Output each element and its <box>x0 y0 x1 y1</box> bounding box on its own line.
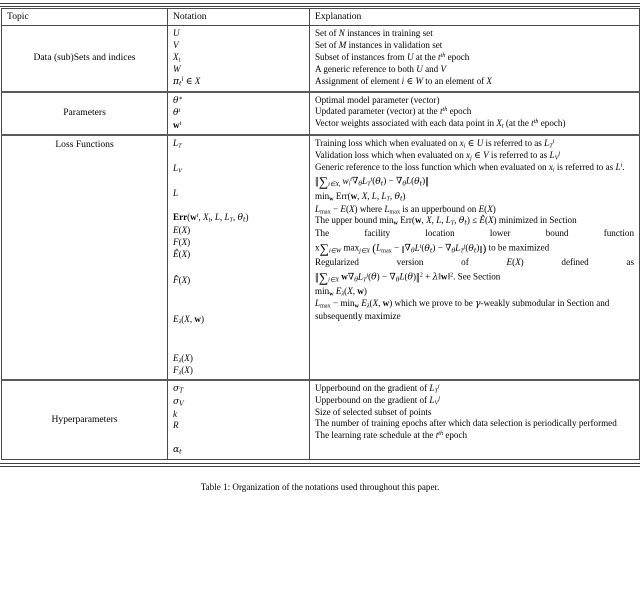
explanation-item: $‖\sum_{i\in X_t}$ $w_i^t\nabla_\theta L_T^i(\theta_t)$ − $\nabla_\theta L(\theta_t)‖$ <box>315 174 429 190</box>
section-explanation-list <box>310 135 640 380</box>
explanation-item: Upperbound on the gradient of $L_V^j$ <box>315 394 440 407</box>
table-header <box>2 9 640 26</box>
notation-item: E(X) <box>173 225 191 236</box>
column-header-topic: Topic <box>2 9 168 26</box>
explanation-item: A generic reference to both U and V <box>315 63 447 74</box>
section-topic-label: Loss Functions <box>2 135 168 380</box>
explanation-item: Set of N instances in training set <box>315 28 433 39</box>
notation-item: θ∗ <box>173 94 183 106</box>
explanation-item: Subset of instances from U at the $t^{th}$ epoch <box>315 52 470 63</box>
notation-item: $L_T$ <box>173 137 182 150</box>
explanation-item: Set of M instances in validation set <box>315 40 443 51</box>
notation-item: $E_\lambda(X$, w) <box>173 314 204 327</box>
notation-item: $\theta^t$ <box>173 107 181 119</box>
notation-item: F̂(X) <box>173 274 191 285</box>
explanation-item: Validation loss which when evaluated on $x_j$ ∈ V is referred to as $L_V^j$ <box>315 149 561 162</box>
explanation-item: Training loss which when evaluated on $x_i$ ∈ U is referred to as $L_T^i$ <box>315 137 555 150</box>
explanation-item: $L_{max} - E(X)$ where $L_{max}$ is an upperbound on E(X) <box>315 203 496 216</box>
explanation-item: Vector weights associated with each data point in $X_t$ (at the $t^{th}$ epoch) <box>315 118 566 130</box>
table-top-rule-inner <box>0 6 640 7</box>
explanation-item: The upper bound $\min_w Err(w$, X, L, $L_T$, $\theta_t$) ≤ Ê(X) minimized in Section <box>315 215 577 228</box>
explanation-item: Upperbound on the gradient of $L_T^i$ <box>315 382 440 395</box>
header-row <box>2 9 640 26</box>
explanation-item: $L_{max} - \min_w E_\lambda(X$, w) which we prove to be γ-weakly submodular in Section and subsequently maximize <box>315 298 610 322</box>
table-bottom-rule-outer <box>0 463 640 464</box>
explanation-item: Regularized version of E(X) defined as $‖\sum_{i\in X}$ $w\nabla_\theta L_T^i(\theta)$ − $\nabla_\theta L(\theta)‖^2$ + λ‖w‖$^2$. See Section <box>315 257 634 286</box>
notation-item: $L_V$ <box>173 162 182 175</box>
notation-item: $F_\lambda(X)$ <box>173 365 193 377</box>
notation-item: U <box>173 28 180 39</box>
table-caption: Table 1: Organization of the notations used throughout this paper. <box>200 481 440 492</box>
explanation-item: Optimal model parameter (vector) <box>315 94 440 105</box>
notation-item: k <box>173 408 178 419</box>
section-notation-list <box>168 380 310 460</box>
notation-item: $\alpha_t$ <box>173 445 182 456</box>
section-notation-list <box>168 26 310 92</box>
explanation-item: Generic reference to the loss function which when evaluated on $x_i$ is referred to as $L^i$. <box>315 161 625 174</box>
table-section-hyperparameters <box>2 380 640 460</box>
notation-item: W <box>173 63 181 74</box>
explanation-item: $\min_w Err(w$, X, L, $L_T$, $\theta_t$) <box>315 190 406 203</box>
table-body <box>2 26 640 460</box>
explanation-item: Size of selected subset of points <box>315 406 432 417</box>
section-notation-list <box>168 135 310 380</box>
explanation-item: The number of training epochs after which data selection is periodically performed <box>315 418 617 429</box>
section-topic-label: Hyperparameters <box>2 380 168 460</box>
section-explanation-list <box>310 92 640 135</box>
explanation-item: Assignment of element i ∈ W to an element of X <box>315 75 492 86</box>
notation-item: F(X) <box>173 237 191 248</box>
notation-item: $\pi_t^i$ ∈ X <box>173 75 201 88</box>
notation-table <box>1 8 640 460</box>
notation-item: R <box>173 420 179 431</box>
table-top-rule-outer <box>0 3 640 4</box>
notation-item: $Err(w^t$, $X_t$, L, $L_T$, $\theta_t$) <box>173 212 249 225</box>
notation-item: L <box>173 187 179 198</box>
table-bottom-rule-inner <box>0 466 640 467</box>
table-section-data-subsets <box>2 26 640 92</box>
notation-item: $E_\lambda(X)$ <box>173 353 193 365</box>
notation-item: V <box>173 40 179 51</box>
section-explanation-list <box>310 26 640 92</box>
explanation-item: The learning rate schedule at the $t^{th}$ epoch <box>315 430 468 441</box>
notation-item: $X_t$ <box>173 52 181 64</box>
explanation-item: Updated parameter (vector) at the $t^{th}$ epoch <box>315 106 472 117</box>
notation-item: $\sigma_V$ <box>173 396 184 408</box>
notation-item: $\sigma_T$ <box>173 383 184 395</box>
section-topic-label: Data (sub)Sets and indices <box>2 26 168 92</box>
explanation-item: The facility location lower bound function $x\sum_{i\in W}$ $\max_{j\in X} (L_{max}$ − $‖\nabla_\theta L^i(\theta_t)$ − $\nabla_\theta L_T^j(\theta_t)‖$) to be maximized <box>315 228 634 257</box>
column-header-explanation: Explanation <box>310 9 640 26</box>
notation-item: $w^t$ <box>173 120 182 131</box>
table-section-loss-functions <box>2 135 640 380</box>
table-section-parameters <box>2 92 640 135</box>
column-header-notation: Notation <box>168 9 310 26</box>
section-explanation-list <box>310 380 640 460</box>
table-page <box>0 3 640 594</box>
notation-item: Ê(X) <box>173 248 191 259</box>
section-topic-label: Parameters <box>2 92 168 135</box>
explanation-item: $\min_w E_\lambda(X$, w) <box>315 286 367 299</box>
section-notation-list <box>168 92 310 135</box>
